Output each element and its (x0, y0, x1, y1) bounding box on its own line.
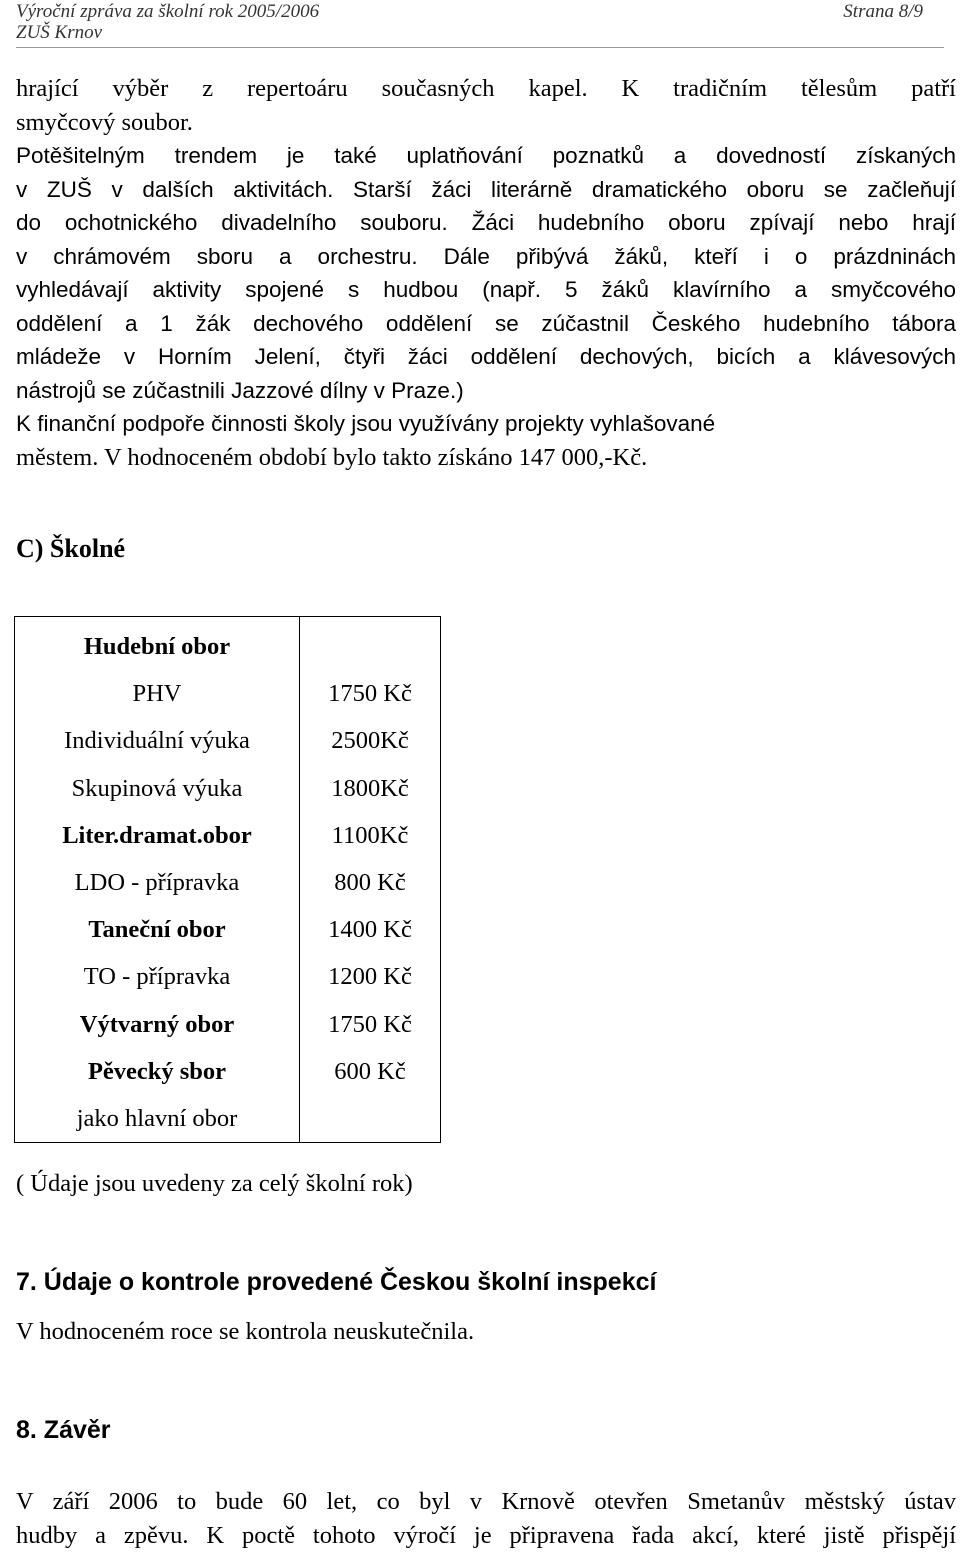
section-8-line: hudby a zpěvu. K poctě tohoto výročí je připravena řada akcí, které jistě přispějí (16, 1522, 956, 1549)
fee-amount: 800 Kč (334, 868, 406, 896)
section-c-heading: C) Školné (16, 534, 126, 563)
fees-table (14, 616, 441, 1143)
fee-amount: 1100Kč (331, 821, 409, 849)
section-8-text (16, 1485, 956, 1553)
fee-category: Výtvarný obor (79, 1010, 235, 1038)
fees-note: ( Údaje jsou uvedeny za celý školní rok) (16, 1170, 413, 1197)
fee-amount: 1750 Kč (328, 680, 412, 708)
header-school: ZUŠ Krnov (16, 22, 103, 43)
intro-line: v ZUŠ v dalších aktivitách. Starší žáci literárně dramatického oboru se začleňují (16, 176, 956, 202)
page-number: Strana 8/9 (843, 1, 923, 22)
fee-category: Pěvecký sbor (87, 1057, 227, 1085)
intro-line: smyčcový soubor. (16, 108, 193, 136)
header-divider (16, 47, 944, 48)
fee-category: jako hlavní obor (76, 1104, 238, 1132)
section-7-text: V hodnoceném roce se kontrola neuskutečnila. (16, 1318, 475, 1345)
intro-line: nástrojů se zúčastnili Jazzové dílny v Praze.) (16, 377, 464, 403)
fee-amount: 600 Kč (334, 1057, 406, 1085)
intro-line: mládeže v Horním Jelení, čtyři žáci oddělení dechových, bicích a klávesových (16, 344, 956, 369)
section-8-heading: 8. Závěr (16, 1416, 111, 1444)
fee-category: LDO - přípravka (74, 868, 240, 896)
fee-category: PHV (132, 680, 182, 708)
fees-table-right-column (300, 617, 441, 1143)
header-title: Výroční zpráva za školní rok 2005/2006 (16, 1, 320, 22)
fee-amount: 1800Kč (331, 774, 409, 802)
fee-category: Skupinová výuka (71, 774, 243, 802)
intro-line: v chrámovém sboru a orchestru. Dále přibývá žáků, kteří i o prázdninách (16, 243, 956, 269)
fee-amount: 1750 Kč (328, 1010, 412, 1038)
intro-line: Potěšitelným trendem je také uplatňování poznatků a dovedností získaných (16, 143, 956, 168)
intro-line: vyhledávají aktivity spojené s hudbou (např. 5 žáků klavírního a smyčcového (16, 277, 956, 302)
fee-amount: 2500Kč (331, 727, 409, 755)
fee-category: Hudební obor (83, 633, 231, 660)
intro-line: oddělení a 1 žák dechového oddělení se zúčastnil Českého hudebního tábora (16, 310, 956, 336)
fees-table-left-column (15, 617, 300, 1143)
section-8-line: V září 2006 to bude 60 let, co byl v Krnově otevřen Smetanův městský ústav (16, 1488, 956, 1515)
fee-category: Taneční obor (88, 916, 226, 944)
intro-line: městem. V hodnoceném období bylo takto získáno 147 000,-Kč. (16, 443, 648, 471)
intro-line: K finanční podpoře činnosti školy jsou využívány projekty vyhlašované (16, 411, 716, 436)
fee-amount (300, 623, 440, 670)
fee-category: Individuální výuka (64, 727, 250, 755)
intro-line: do ochotnického divadelního souboru. Žáci hudebního oboru zpívají nebo hrají (16, 210, 956, 235)
fee-category: Liter.dramat.obor (62, 821, 252, 849)
intro-paragraph (16, 72, 956, 474)
fee-amount: 1400 Kč (328, 916, 412, 944)
intro-line: hrající výběr z repertoáru současných kapel. K tradičním tělesům patří (16, 75, 956, 102)
fee-amount: 1200 Kč (328, 963, 412, 991)
fee-category: TO - přípravka (83, 963, 231, 991)
section-7-heading: 7. Údaje o kontrole provedené Českou školní inspekcí (16, 1268, 657, 1296)
